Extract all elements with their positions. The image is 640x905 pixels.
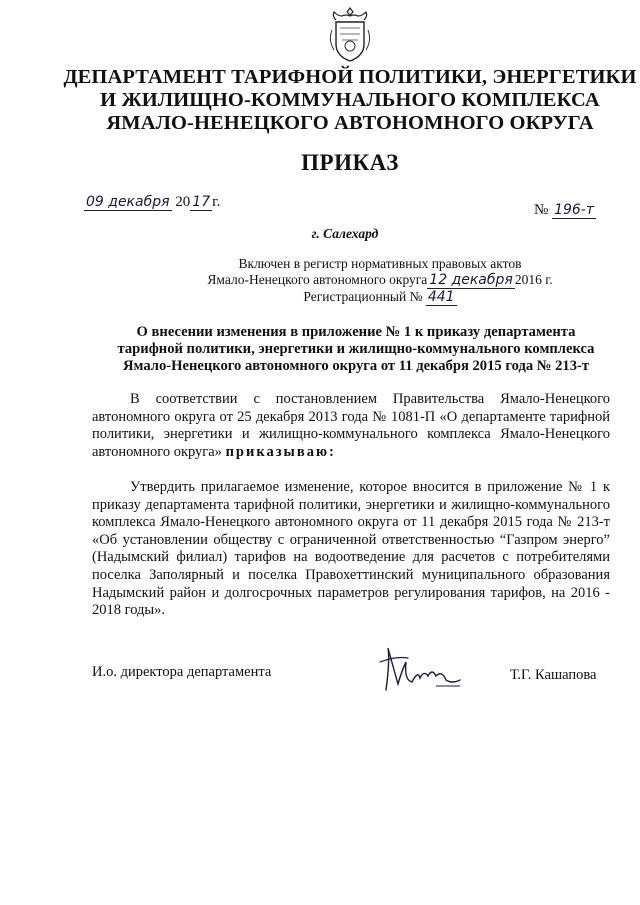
registry-stamp [200, 256, 560, 306]
city [0, 226, 640, 242]
department-title-line: И ЖИЛИЩНО-КОММУНАЛЬНОГО КОМПЛЕКСА [100, 89, 600, 111]
department-title [60, 66, 640, 135]
order-number [534, 202, 596, 219]
department-title-line: ДЕПАРТАМЕНТ ТАРИФНОЙ ПОЛИТИКИ, ЭНЕРГЕТИКИ [63, 66, 637, 88]
order-number-handwritten: 196-т [554, 202, 594, 218]
subject-line: тарифной политики, энергетики и жилищно-коммунального комплекса [117, 341, 595, 357]
registry-number-label: Регистрационный № [303, 289, 423, 304]
registry-line [200, 272, 560, 289]
order-date [84, 194, 220, 211]
coat-of-arms-icon [328, 6, 372, 64]
registry-year: 2016 г. [514, 272, 553, 287]
order-number-label: № [534, 202, 549, 218]
preamble-paragraph [92, 391, 610, 461]
decree-word: приказываю: [225, 443, 336, 460]
decision-paragraph: Утвердить прилагаемое изменение, которое вносится в приложение № 1 к приказу департамента тарифной политики, энергетики и жилищно-коммунального комплекса Ямало-Ненецкого автономного округа от 11 декабря 2015 года № 213-т «Об установлении обществу с ограниченной ответственностью “Газпром энерго” (Надымский филиал) тарифов на водоотведение для расчетов с потребителями поселка Заполярный и поселка Правохеттинский муниципального образования Надымский район и долгосрочных параметров регулирования тарифов, на 2016 - 2018 годы». [92, 479, 610, 619]
order-year-handwritten: 17 [192, 194, 211, 210]
registry-line [200, 289, 560, 306]
document-type: ПРИКАЗ [301, 150, 399, 175]
registry-region: Ямало-Ненецкого автономного округа [207, 272, 428, 287]
order-date-handwritten: 09 декабря [86, 194, 170, 210]
city-label: г. Салехард [311, 226, 379, 241]
registry-date-handwritten: 12 декабря [429, 272, 513, 288]
handwritten-signature [376, 640, 466, 700]
signatory-name: Т.Г. Кашапова [510, 667, 597, 683]
subject-line: Ямало-Ненецкого автономного округа от 11 декабря 2015 года № 213-т [122, 358, 590, 374]
registry-line: Включен в регистр нормативных правовых актов [238, 256, 522, 271]
preamble-text: В соответствии с постановлением Правительства Ямало-Ненецкого автономного округа от 25 декабря 2013 года № 1081-П «О департаменте тарифной политики, энергетики и жилищно-коммунального комплекса Ямало-Ненецкого автономного округа» [92, 391, 610, 460]
order-year-prefix: 20 [175, 194, 191, 210]
signatory-position: И.о. директора департамента [92, 664, 272, 680]
order-year-suffix: г. [212, 194, 221, 210]
registry-number-handwritten: 441 [427, 289, 455, 305]
order-subject [96, 324, 616, 375]
department-title-line: ЯМАЛО-НЕНЕЦКОГО АВТОНОМНОГО ОКРУГА [106, 112, 594, 134]
subject-line: О внесении изменения в приложение № 1 к приказу департамента [136, 324, 576, 340]
